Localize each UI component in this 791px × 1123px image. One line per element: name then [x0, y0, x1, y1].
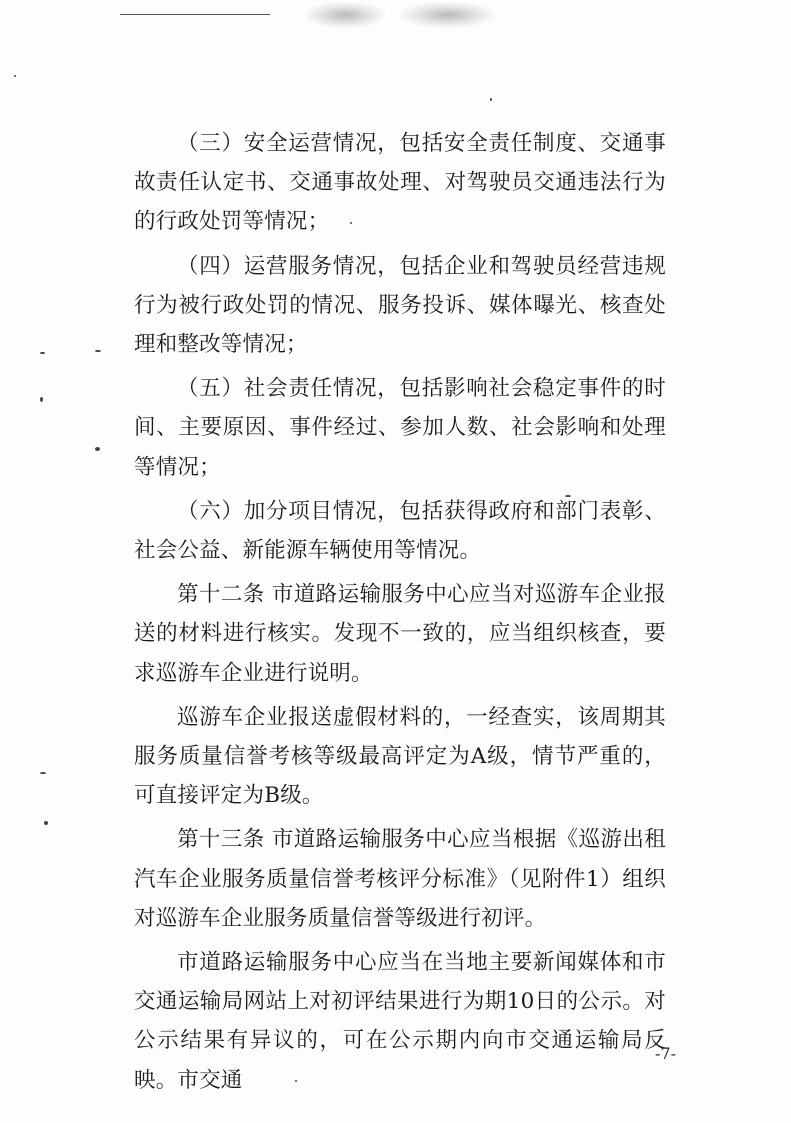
scan-speck	[14, 75, 16, 77]
scan-smudge-left	[305, 2, 385, 28]
scan-speck	[44, 821, 48, 825]
document-body	[134, 124, 666, 1105]
scan-speck	[95, 350, 101, 352]
paragraph-item-3: （三）安全运营情况，包括安全责任制度、交通事故责任认定书、交通事故处理、对驾驶员交通违法行为的行政处罚等情况；	[134, 131, 666, 235]
scan-smudge-right	[400, 2, 495, 28]
paragraph-false-material: 巡游车企业报送虚假材料的，一经查实，该周期其服务质量信誉考核等级最高评定为A级，情节严重的，可直接评定为B级。	[134, 704, 666, 809]
paragraph-publicity: 市道路运输服务中心应当在当地主要新闻媒体和市交通运输局网站上对初评结果进行为期10日的公示。对公示结果有异议的，可在公示期内向市交通运输局反映。市交通	[134, 950, 666, 1093]
scan-speck	[40, 352, 45, 354]
paragraph-article-13: 第十三条 市道路运输服务中心应当根据《巡游出租汽车企业服务质量信誉考核评分标准》（见附件1）组织对巡游车企业服务质量信誉等级进行初评。	[134, 827, 666, 931]
scan-top-line	[120, 14, 270, 15]
scan-speck	[40, 772, 46, 774]
scan-speck	[40, 397, 43, 402]
scan-speck	[490, 98, 492, 101]
paragraph-article-12: 第十二条 市道路运输服务中心应当对巡游车企业报送的材料进行核实。发现不一致的，应当组织核查，要求巡游车企业进行说明。	[134, 582, 666, 686]
scan-speck	[95, 447, 100, 451]
paragraph-item-6: （六）加分项目情况，包括获得政府和部门表彰、社会公益、新能源车辆使用等情况。	[134, 498, 666, 564]
page-number: -7-	[655, 1044, 676, 1063]
paragraph-item-5: （五）社会责任情况，包括影响社会稳定事件的时间、主要原因、事件经过、参加人数、社会影响和处理等情况；	[134, 376, 666, 480]
paragraph-item-4: （四）运营服务情况，包括企业和驾驶员经营违规行为被行政处罚的情况、服务投诉、媒体曝光、核查处理和整改等情况；	[134, 253, 666, 358]
